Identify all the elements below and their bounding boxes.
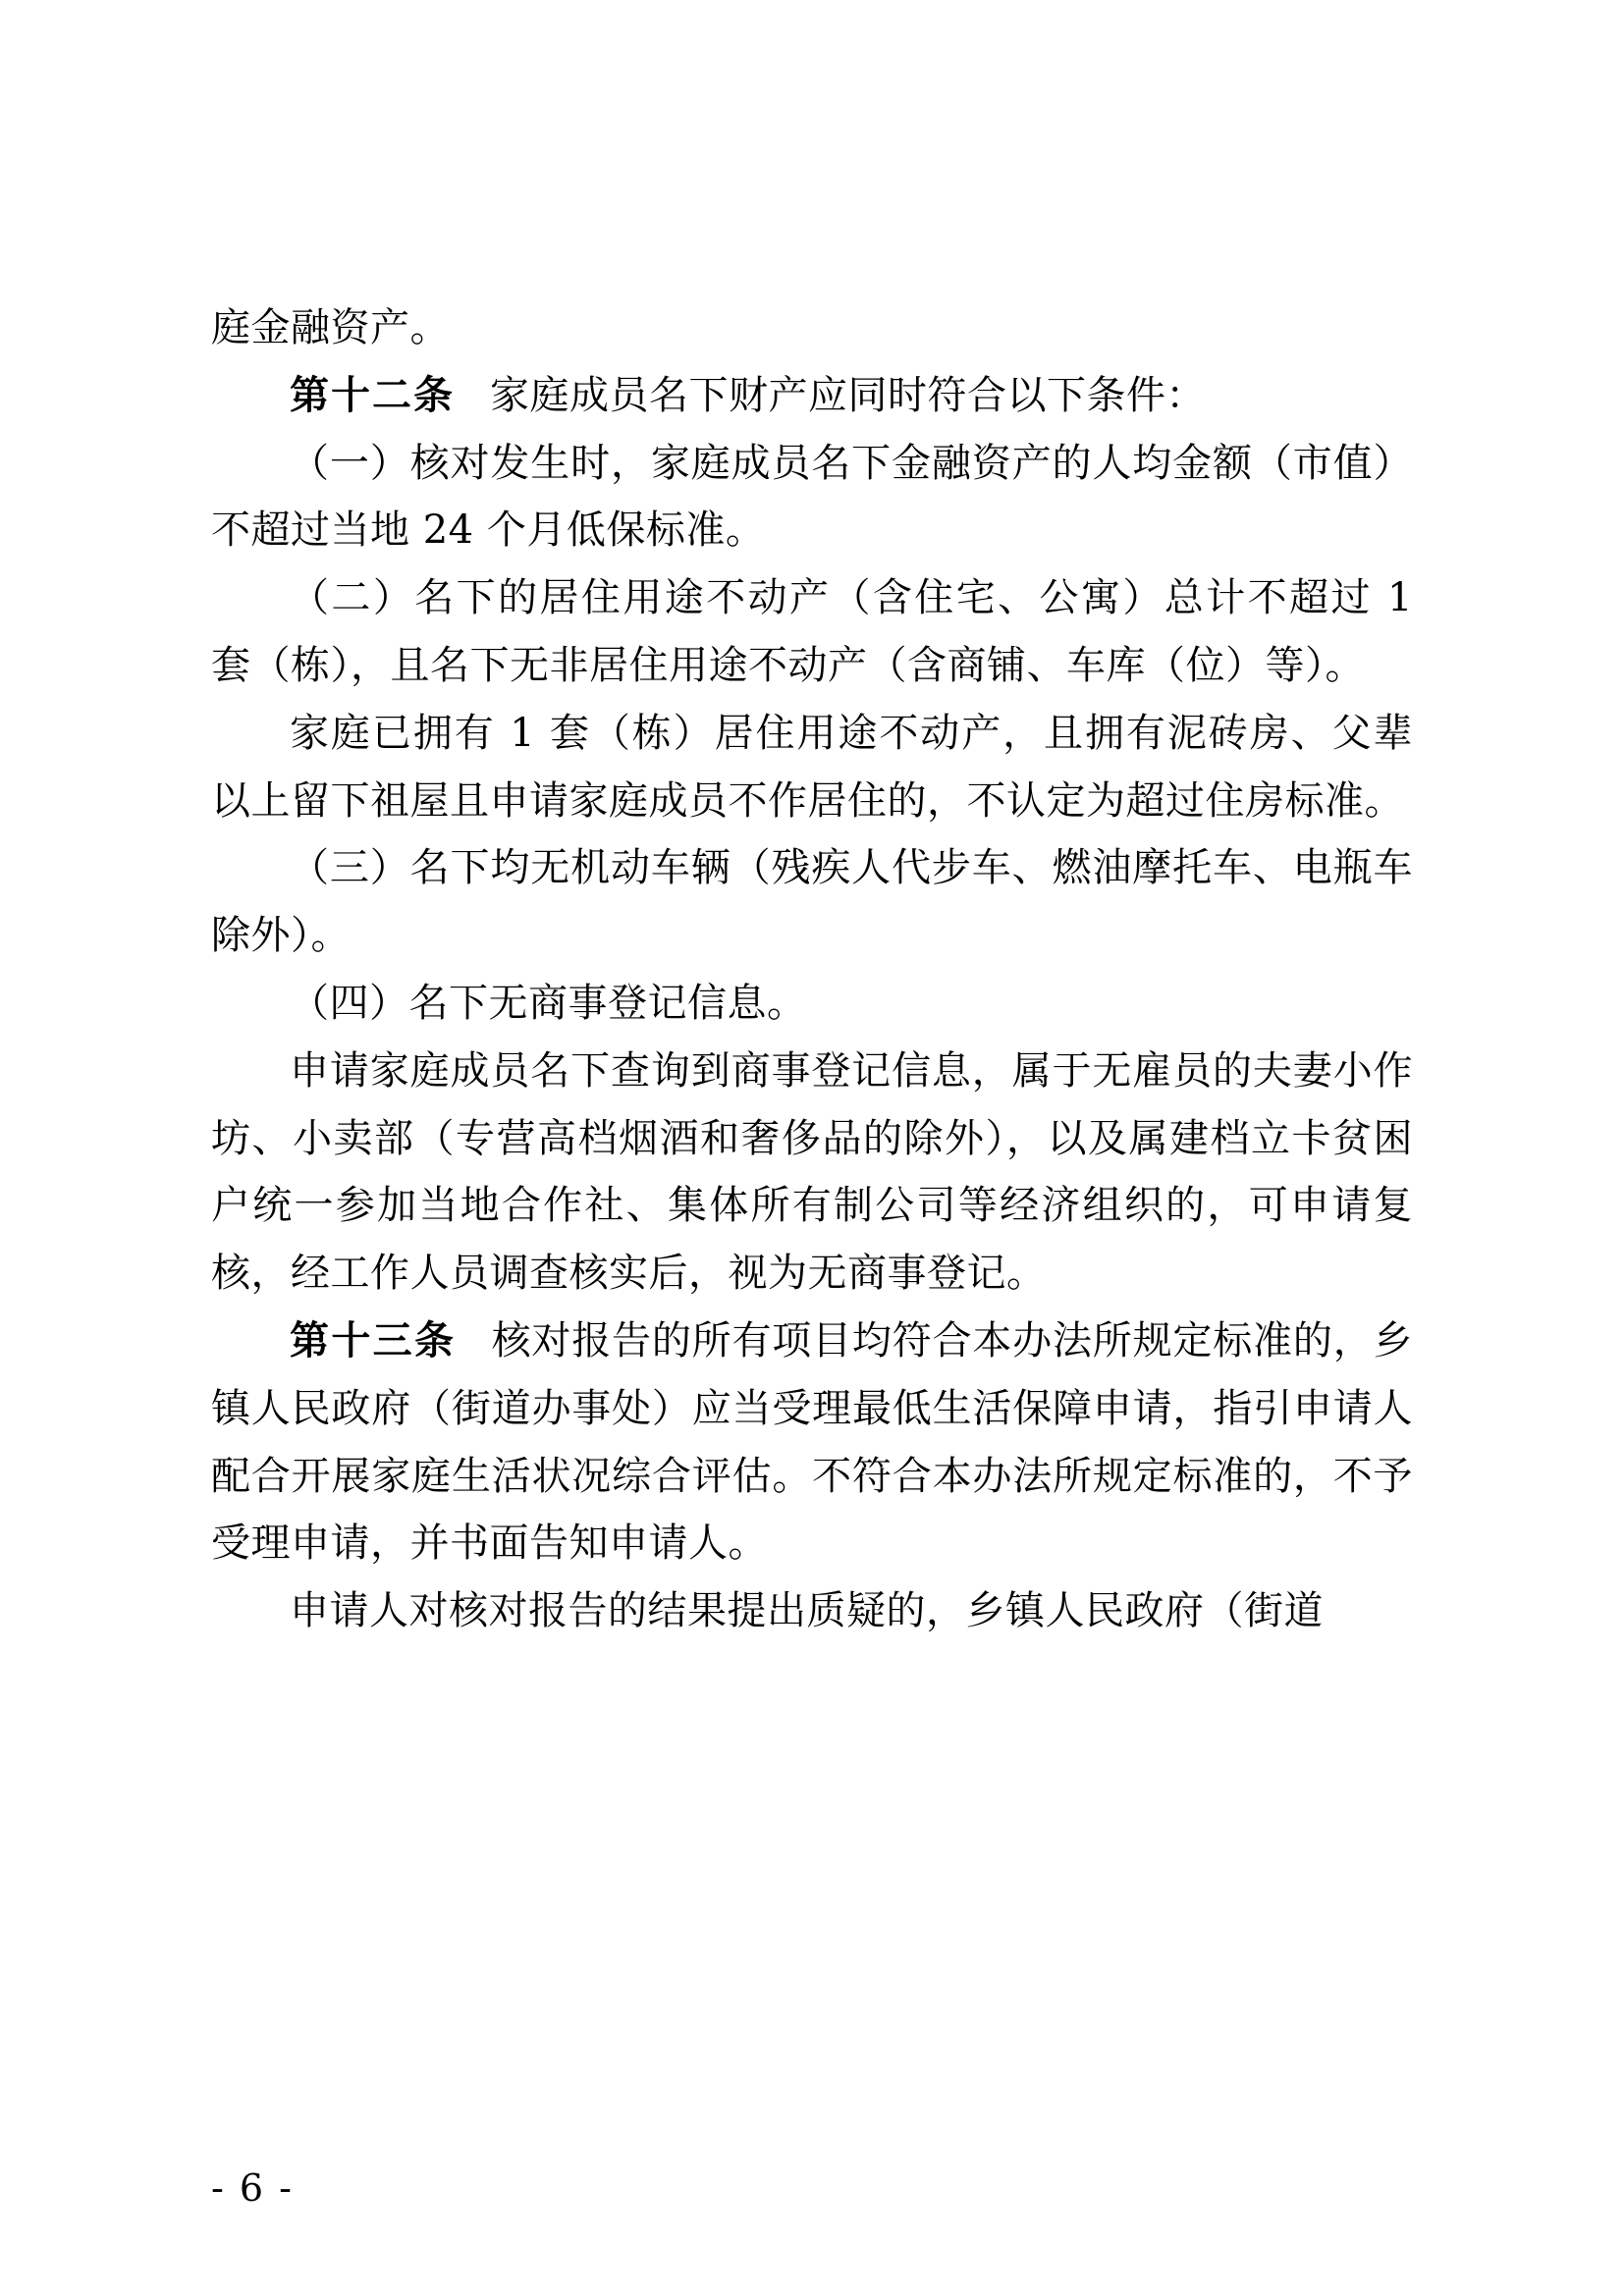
- paragraph-continued: [211, 294, 1413, 362]
- paragraph-item-4-note: [211, 1038, 1413, 1308]
- paragraph-text: （一）核对发生时，家庭成员名下金融资产的人均金额（市值）不超过当地 24 个月低保标准。: [211, 440, 1413, 554]
- article-heading: 第十二条: [290, 371, 455, 418]
- paragraph-text: （四）名下无商事登记信息。: [290, 980, 807, 1026]
- paragraph-item-3: [211, 834, 1413, 970]
- paragraph-text: 申请家庭成员名下查询到商事登记信息，属于无雇员的夫妻小作坊、小卖部（专营高档烟酒和奢侈品的除外），以及属建档立卡贫困户统一参加当地合作社、集体所有制公司等经济组织的，可申请复核，经工作人员调查核实后，视为无商事登记。: [211, 1047, 1413, 1297]
- paragraph-text: 庭金融资产。: [211, 305, 450, 350]
- paragraph-article-12: [211, 362, 1413, 430]
- paragraph-article-13-note: [211, 1577, 1413, 1645]
- paragraph-article-13: [211, 1308, 1413, 1577]
- paragraph-item-1: [211, 430, 1413, 565]
- paragraph-text: 家庭成员名下财产应同时符合以下条件：: [490, 372, 1206, 418]
- paragraph-item-2-note: [211, 700, 1413, 835]
- page-number: - 6 -: [211, 2166, 295, 2210]
- paragraph-text: （二）名下的居住用途不动产（含住宅、公寓）总计不超过 1 套（栋），且名下无非居住用途不动产（含商铺、车库（位）等）。: [211, 575, 1413, 688]
- document-body: [211, 294, 1413, 1645]
- paragraph-text: 核对报告的所有项目均符合本办法所规定标准的，乡镇人民政府（街道办事处）应当受理最低生活保障申请，指引申请人配合开展家庭生活状况综合评估。不符合本办法所规定标准的，不予受理申请，并书面告知申请人。: [211, 1317, 1414, 1567]
- paragraph-text: （三）名下均无机动车辆（残疾人代步车、燃油摩托车、电瓶车除外）。: [211, 845, 1413, 959]
- paragraph-text: 家庭已拥有 1 套（栋）居住用途不动产，且拥有泥砖房、父辈以上留下祖屋且申请家庭成员不作居住的，不认定为超过住房标准。: [211, 710, 1413, 824]
- paragraph-text: 申请人对核对报告的结果提出质疑的，乡镇人民政府（街道: [290, 1588, 1324, 1634]
- paragraph-item-2: [211, 564, 1413, 700]
- paragraph-item-4: [211, 970, 1413, 1038]
- article-heading: 第十三条: [290, 1316, 457, 1363]
